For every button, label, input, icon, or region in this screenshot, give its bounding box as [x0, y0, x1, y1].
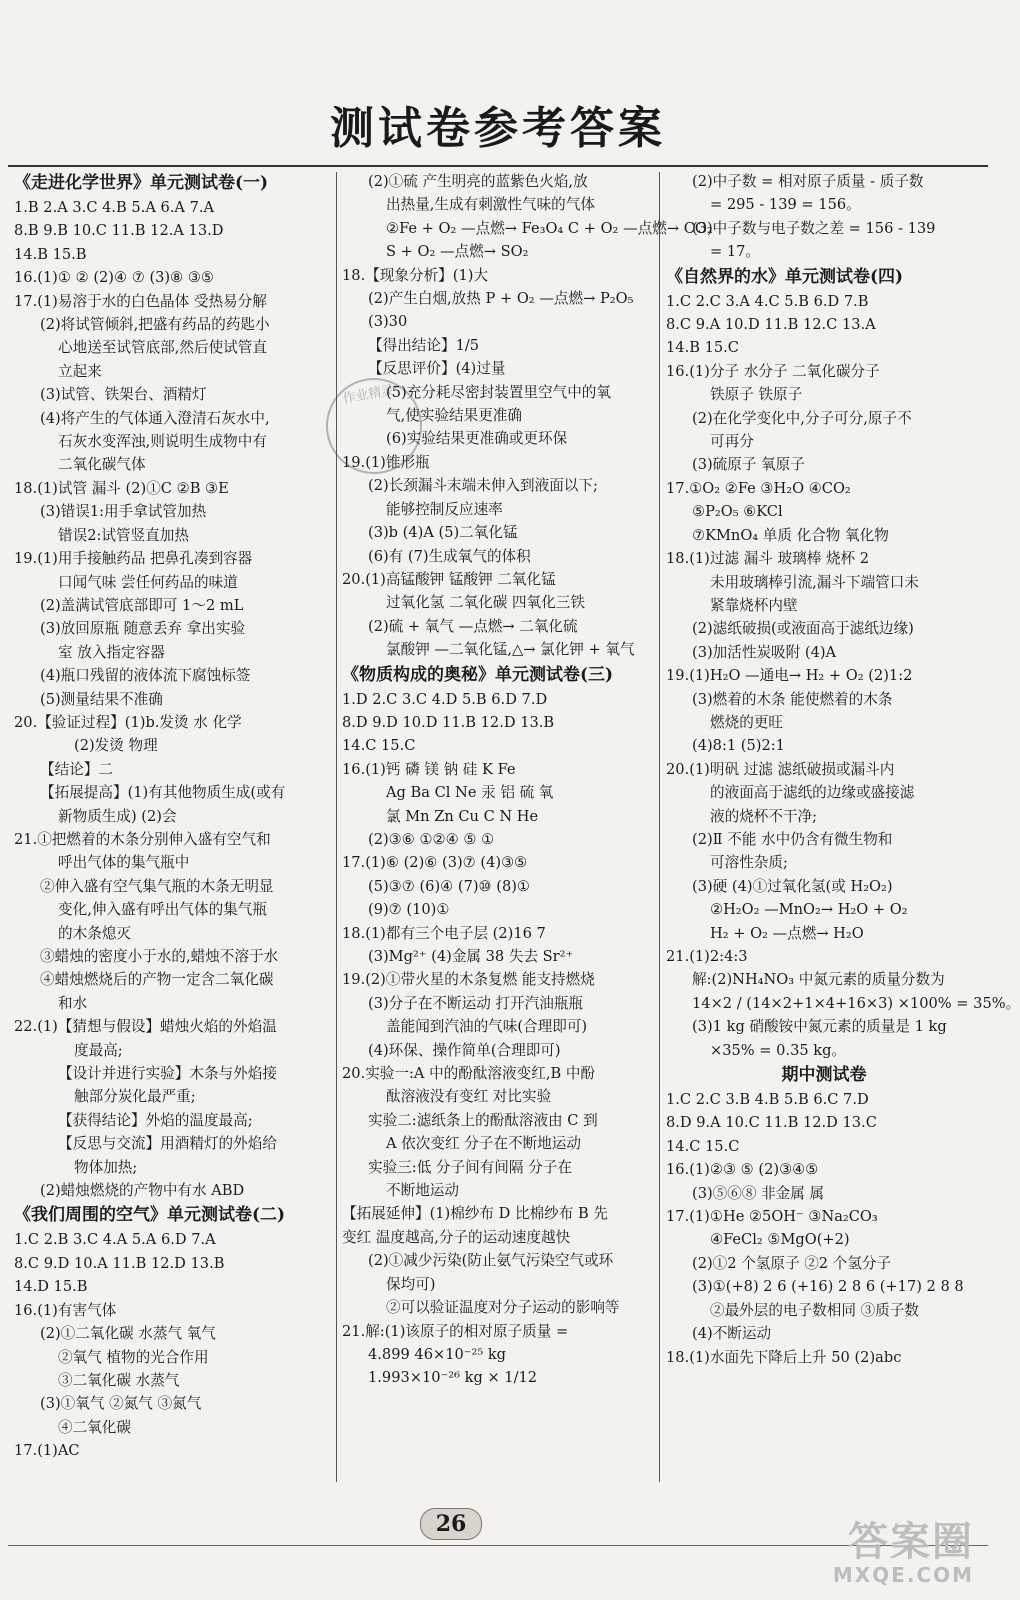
answer-line: (4)环保、操作简单(合理即可)	[368, 1041, 561, 1059]
answer-line: 变化,伸入盛有呼出气体的集气瓶	[58, 901, 267, 919]
answer-line: 17.(1)易溶于水的白色晶体 受热易分解	[14, 292, 267, 310]
answer-line: 17.(1)⑥ (2)⑥ (3)⑦ (4)③⑤	[342, 854, 528, 872]
answer-line: (2)①硫 产生明亮的蓝紫色火焰,放	[368, 173, 588, 190]
answer-line: (4)将产生的气体通入澄清石灰水中,	[40, 409, 270, 427]
answer-line: 保均可)	[386, 1275, 436, 1293]
answer-line: 1.D 2.C 3.C 4.D 5.B 6.D 7.D	[342, 690, 548, 708]
answer-line: (3)放回原瓶 随意丢弃 拿出实验	[40, 620, 246, 638]
answer-line: 8.B 9.B 10.C 11.B 12.A 13.D	[14, 222, 224, 240]
answer-line: ③蜡烛的密度小于水的,蜡烛不溶于水	[40, 948, 279, 965]
answer-line: 21.(1)2:4:3	[666, 948, 748, 965]
answer-line: 4.899 46×10⁻²⁵ kg	[368, 1345, 507, 1363]
answer-line: (3)⑤⑥⑧ 非金属 属	[692, 1184, 825, 1202]
answer-line: (3)30	[368, 313, 408, 331]
answer-line: 可再分	[710, 433, 754, 451]
answer-line: 8.C 9.A 10.D 11.B 12.C 13.A	[666, 316, 876, 334]
answer-line: (3)①(+8) 2 6 (+16) 2 8 6 (+17) 2 8 8	[692, 1278, 964, 1296]
answer-line: 1.993×10⁻²⁶ kg × 1/12	[368, 1369, 538, 1387]
answer-line: 22.(1)【猜想与假设】蜡烛火焰的外焰温	[14, 1018, 277, 1036]
answer-line: (2)中子数 = 相对原子质量 - 质子数	[692, 173, 924, 190]
answer-line: A 依次变红 分子在不断地运动	[386, 1135, 581, 1153]
answer-line: (3)①氧气 ②氮气 ③氮气	[40, 1395, 202, 1413]
answer-line: = 295 - 139 = 156。	[710, 196, 861, 214]
answer-line: (3)分子在不断运动 打开汽油瓶瓶	[368, 994, 584, 1012]
answer-line: 16.(1)钙 磷 镁 钠 硅 K Fe	[342, 760, 516, 778]
answer-line: (3)硬 (4)①过氧化氢(或 H₂O₂)	[692, 877, 893, 895]
answer-line: 19.(1)H₂O —通电→ H₂ + O₂ (2)1:2	[666, 667, 913, 685]
section-heading: 期中测试卷	[781, 1065, 867, 1086]
section-heading: 《自然界的水》单元测试卷(四)	[666, 266, 904, 287]
section-heading: 《我们周围的空气》单元测试卷(二)	[14, 1205, 286, 1226]
answer-line: 19.(1)锥形瓶	[342, 453, 430, 471]
answer-line: (3)中子数与电子数之差 = 156 - 139	[692, 219, 936, 237]
answer-line: 14.B 15.C	[666, 339, 739, 357]
answer-line: 【设计并进行实验】木条与外焰接	[58, 1065, 277, 1083]
answer-line: ×35% = 0.35 kg。	[710, 1041, 847, 1059]
answer-line: 氯 Mn Zn Cu C N He	[386, 807, 539, 825]
answer-line: = 17。	[710, 243, 761, 261]
answer-line: 口闻气味 尝任何药品的味道	[58, 573, 238, 591]
answer-line: 19.(2)①带火星的木条复燃 能支持燃烧	[342, 971, 595, 989]
answer-line: 立起来	[58, 362, 102, 380]
answer-line: 实验二:滤纸条上的酚酞溶液由 C 到	[368, 1111, 598, 1129]
answer-line: (3)1 kg 硝酸铵中氮元素的质量是 1 kg	[692, 1018, 947, 1036]
answer-line: ④二氧化碳	[58, 1418, 131, 1436]
answer-line: 8.C 9.D 10.A 11.B 12.D 13.B	[14, 1254, 225, 1272]
answer-line: 【拓展延伸】(1)棉纱布 D 比棉纱布 B 先	[342, 1205, 608, 1223]
answer-line: 【获得结论】外焰的温度最高;	[58, 1111, 253, 1129]
answer-line: ⑤P₂O₅ ⑥KCl	[692, 503, 783, 521]
answer-line: ②可以验证温度对分子运动的影响等	[386, 1299, 620, 1317]
answer-line: 20.(1)明矾 过滤 滤纸破损或漏斗内	[666, 760, 895, 778]
answer-line: (6)有 (7)生成氧气的体积	[368, 547, 531, 565]
answer-line: (5)充分耗尽密封装置里空气中的氧	[386, 383, 611, 401]
answer-line: 【反思评价】(4)过量	[368, 360, 506, 378]
answer-line: 铁原子 铁原子	[710, 386, 803, 404]
answer-line: 18.(1)过滤 漏斗 玻璃棒 烧杯 2	[666, 550, 870, 568]
answer-line: 液的烧杯不干净;	[710, 807, 818, 825]
answer-line: (4)不断运动	[692, 1325, 772, 1343]
answer-line: (9)⑦ (10)①	[368, 901, 450, 919]
column-right	[666, 170, 1020, 1520]
answer-line: 二氧化碳气体	[58, 456, 146, 474]
answer-line: ⑦KMnO₄ 单质 化合物 氧化物	[692, 526, 889, 544]
answer-line: 18.(1)水面先下降后上升 50 (2)abc	[666, 1348, 902, 1366]
answer-line: (5)③⑦ (6)④ (7)⑩ (8)①	[368, 877, 531, 895]
answer-line: 出热量,生成有刺激性气味的气体	[386, 196, 595, 214]
column-divider	[659, 172, 660, 1482]
answer-line: 能够控制反应速率	[386, 500, 503, 518]
answer-line: (3)试管、铁架台、酒精灯	[40, 386, 207, 404]
answer-line: 气,使实验结果更准确	[386, 407, 522, 425]
title-divider	[8, 165, 988, 167]
answer-line: 【反思与交流】用酒精灯的外焰给	[58, 1135, 277, 1153]
answer-line: (5)测量结果不准确	[40, 690, 163, 708]
answer-line: 18.(1)都有三个电子层 (2)16 7	[342, 924, 546, 942]
answer-line: (2)①2 个氢原子 ②2 个氢分子	[692, 1254, 892, 1272]
watermark-main: 答案圈	[848, 1519, 974, 1565]
answer-line: 19.(1)用手接触药品 把鼻孔凑到容器	[14, 550, 253, 568]
answer-line: 17.①O₂ ②Fe ③H₂O ④CO₂	[666, 479, 851, 497]
section-heading: 《走进化学世界》单元测试卷(一)	[14, 173, 269, 193]
answer-line: ②H₂O₂ —MnO₂→ H₂O + O₂	[710, 901, 908, 919]
answer-line: (2)产生白烟,放热 P + O₂ —点燃→ P₂O₅	[368, 290, 634, 308]
answer-line: 氯酸钾 —二氧化锰,△→ 氯化钾 + 氧气	[386, 641, 635, 659]
answer-line: 触部分炭化最严重;	[74, 1088, 196, 1106]
answer-line: 21.解:(1)该原子的相对原子质量 =	[342, 1322, 569, 1340]
answer-line: (3)b (4)A (5)二氧化锰	[368, 524, 518, 542]
answer-line: 度最高;	[74, 1041, 123, 1059]
answer-line: 8.D 9.D 10.D 11.B 12.D 13.B	[342, 713, 555, 731]
answer-line: 【结论】二	[40, 760, 113, 778]
answer-line: Ag Ba Cl Ne 汞 铝 硫 氧	[386, 784, 554, 802]
answer-line: (2)Ⅱ 不能 水中仍含有微生物和	[692, 830, 893, 848]
answer-line: (4)瓶口残留的液体流下腐蚀标签	[40, 667, 251, 685]
answer-line: 16.(1)②③ ⑤ (2)③④⑤	[666, 1161, 819, 1179]
answer-line: (3)Mg²⁺ (4)金属 38 失去 Sr²⁺	[368, 948, 574, 965]
answer-line: (2)滤纸破损(或液面高于滤纸边缘)	[692, 620, 914, 638]
answer-line: 过氧化氢 二氧化碳 四氧化三铁	[386, 594, 585, 612]
column-divider	[336, 172, 337, 1482]
answer-line: (3)硫原子 氧原子	[692, 456, 805, 474]
answer-line: 的液面高于滤纸的边缘或盛接滤	[710, 784, 915, 802]
answer-line: (6)实验结果更准确或更环保	[386, 430, 568, 448]
answer-line: (3)燃着的木条 能使燃着的木条	[692, 690, 893, 708]
section-heading: 《物质构成的奥秘》单元测试卷(三)	[342, 664, 614, 685]
answer-line: ④FeCl₂ ⑤MgO(+2)	[710, 1231, 850, 1249]
answer-line: ②最外层的电子数相同 ③质子数	[710, 1301, 919, 1319]
answer-line: ②氧气 植物的光合作用	[58, 1348, 209, 1366]
answer-line: (2)盖满试管底部即可 1～2 mL	[40, 596, 244, 614]
answer-line: (2)在化学变化中,分子可分,原子不	[692, 409, 912, 427]
answer-line: 18.(1)试管 漏斗 (2)①C ②B ③E	[14, 479, 229, 497]
answer-line: 20.(1)高锰酸钾 锰酸钾 二氧化锰	[342, 570, 556, 588]
answer-line: 20.实验一:A 中的酚酞溶液变红,B 中酚	[342, 1065, 596, 1083]
answer-line: 新物质生成) (2)会	[58, 807, 177, 825]
answer-line: 14.D 15.B	[14, 1278, 88, 1296]
answer-line: (4)8:1 (5)2:1	[692, 737, 785, 755]
answer-line: ③二氧化碳 水蒸气	[58, 1371, 180, 1389]
answer-line: 16.(1)① ② (2)④ ⑦ (3)⑧ ③⑤	[14, 269, 215, 287]
page-title: 测试卷参考答案	[330, 103, 666, 154]
answer-line: (3)加活性炭吸附 (4)A	[692, 643, 837, 661]
answer-line: (2)③⑥ ①②④ ⑤ ①	[368, 830, 495, 848]
answer-line: 14.C 15.C	[666, 1137, 740, 1155]
answer-line: 【得出结论】1/5	[368, 336, 480, 354]
answer-line: 1.C 2.B 3.C 4.A 5.A 6.D 7.A	[14, 1231, 216, 1249]
answer-line: ④蜡烛燃烧后的产物一定含二氧化碳	[40, 971, 274, 989]
answer-line: 盖能闻到汽油的气味(合理即可)	[386, 1018, 588, 1036]
answer-line: 物体加热;	[74, 1158, 138, 1176]
answer-line: 心地送至试管底部,然后使试管直	[58, 339, 267, 357]
answer-line: ②伸入盛有空气集气瓶的木条无明显	[40, 877, 274, 895]
answer-line: 21.①把燃着的木条分别伸入盛有空气和	[14, 830, 271, 848]
answer-line: 1.B 2.A 3.C 4.B 5.A 6.A 7.A	[14, 199, 215, 216]
answer-line: 16.(1)有害气体	[14, 1301, 117, 1319]
answer-line: 呼出气体的集气瓶中	[58, 854, 190, 872]
answer-line: 解:(2)NH₄NO₃ 中氮元素的质量分数为	[692, 971, 945, 989]
watermark-url: MXQE.COM	[832, 1563, 974, 1587]
answer-line: 14.B 15.B	[14, 245, 87, 263]
answer-line: 14×2 / (14×2+1×4+16×3) ×100% = 35%。	[692, 994, 1020, 1012]
answer-line: 酞溶液没有变红 对比实验	[386, 1088, 552, 1106]
page-number: 26	[420, 1508, 482, 1540]
answer-line: 不断地运动	[386, 1182, 459, 1200]
answer-line: (2)①二氧化碳 水蒸气 氧气	[40, 1325, 216, 1343]
column-left	[14, 170, 332, 1520]
answer-line: (2)长颈漏斗末端未伸入到液面以下;	[368, 477, 598, 495]
answer-line: (2)发烫 物理	[74, 737, 158, 755]
answer-line: 14.C 15.C	[342, 737, 416, 755]
answer-line: 17.(1)AC	[14, 1442, 80, 1460]
answer-line: 1.C 2.C 3.B 4.B 5.B 6.C 7.D	[666, 1091, 869, 1109]
watermark-logo	[833, 1520, 974, 1586]
answer-line: (2)硫 + 氧气 —点燃→ 二氧化硫	[368, 617, 578, 635]
answer-line: 20.【验证过程】(1)b.发烫 水 化学	[14, 713, 242, 731]
answer-line: 未用玻璃棒引流,漏斗下端管口未	[710, 573, 919, 591]
answer-line: S + O₂ —点燃→ SO₂	[386, 243, 529, 261]
answer-line: 18.【现象分析】(1)大	[342, 266, 489, 284]
answer-line: 【拓展提高】(1)有其他物质生成(或有	[40, 784, 286, 802]
answer-line: (2)将试管倾斜,把盛有药品的药匙小	[40, 316, 270, 334]
answer-line: (2)蜡烛燃烧的产物中有水 ABD	[40, 1182, 245, 1200]
answer-line: 17.(1)①He ②5OH⁻ ③Na₂CO₃	[666, 1208, 878, 1226]
answer-line: (3)错误1:用手拿试管加热	[40, 503, 207, 521]
answer-line: 燃烧的更旺	[710, 713, 783, 731]
answer-line: 实验三:低 分子间有间隔 分子在	[368, 1158, 572, 1176]
answer-line: 的木条熄灭	[58, 924, 131, 942]
answer-line: 错误2:试管竖直加热	[58, 526, 189, 544]
answer-line: 可溶性杂质;	[710, 854, 788, 872]
answer-line: 16.(1)分子 水分子 二氧化碳分子	[666, 362, 880, 380]
answer-line: 紧靠烧杯内壁	[710, 596, 798, 614]
answer-line: 石灰水变浑浊,则说明生成物中有	[58, 433, 267, 451]
answer-line: (2)①减少污染(防止氨气污染空气或环	[368, 1252, 614, 1270]
answer-line: 和水	[58, 994, 88, 1012]
stamp-text: 作业精灵	[341, 383, 396, 407]
answer-line: 8.D 9.A 10.C 11.B 12.D 13.C	[666, 1114, 877, 1132]
answer-line: 1.C 2.C 3.A 4.C 5.B 6.D 7.B	[666, 292, 869, 310]
answer-line: 变红 温度越高,分子的运动速度越快	[342, 1228, 571, 1246]
answer-line: H₂ + O₂ —点燃→ H₂O	[710, 924, 864, 942]
answer-line: 室 放入指定容器	[58, 643, 165, 661]
answer-line: ②Fe + O₂ —点燃→ Fe₃O₄ C + O₂ —点燃→ CO₂	[386, 219, 713, 237]
